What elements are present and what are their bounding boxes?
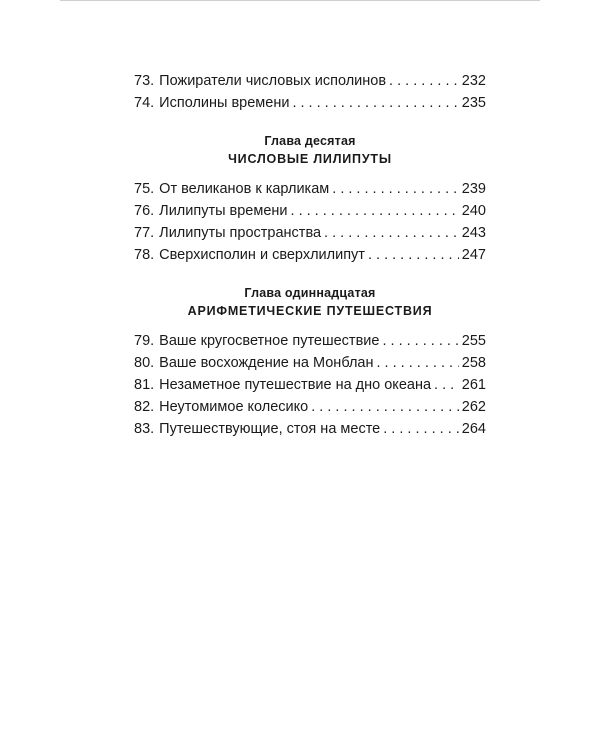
dot-leader — [332, 178, 459, 200]
toc-entry-number: 79. — [134, 333, 155, 349]
dot-leader — [292, 92, 458, 114]
chapter-name: ЧИСЛОВЫЕ ЛИЛИПУТЫ — [228, 152, 392, 166]
chapter-label: Глава одиннадцатая — [244, 286, 376, 300]
toc-entry-83[interactable] — [134, 418, 486, 440]
toc-entry-title: Сверхисполин и сверхлилипут — [159, 247, 365, 263]
toc-entry-78[interactable] — [134, 244, 486, 266]
toc-entry-title: Ваше восхождение на Монблан — [159, 355, 374, 371]
table-of-contents — [134, 70, 486, 440]
toc-entry-title: Пожиратели числовых исполинов — [159, 73, 387, 89]
toc-entry-number: 80. — [134, 355, 155, 371]
chapter-name: АРИФМЕТИЧЕСКИЕ ПУТЕШЕСТВИЯ — [187, 304, 433, 318]
toc-entry-page: 235 — [461, 95, 486, 111]
toc-entry-page: 247 — [461, 247, 486, 263]
toc-entry-page: 255 — [461, 333, 486, 349]
toc-entry-number: 75. — [134, 181, 155, 197]
chapter-heading-10 — [134, 132, 486, 168]
toc-entry-number: 76. — [134, 203, 155, 219]
dot-leader — [389, 70, 459, 92]
chapter-heading-11 — [134, 284, 486, 320]
toc-entry-title: Незаметное путешествие на дно океана — [159, 377, 432, 393]
toc-entry-73[interactable] — [134, 70, 486, 92]
toc-entry-number: 77. — [134, 225, 155, 241]
toc-entry-title: Исполины времени — [159, 95, 290, 111]
dot-leader — [383, 418, 459, 440]
toc-entry-74[interactable] — [134, 92, 486, 114]
toc-entry-number: 81. — [134, 377, 155, 393]
toc-entry-number: 78. — [134, 247, 155, 263]
toc-entry-81[interactable] — [134, 374, 486, 396]
dot-leader — [368, 244, 459, 266]
toc-entry-number: 73. — [134, 73, 155, 89]
toc-entry-page: 264 — [461, 421, 486, 437]
toc-entry-82[interactable] — [134, 396, 486, 418]
toc-entry-page: 258 — [461, 355, 486, 371]
toc-entry-title: Ваше кругосветное путешествие — [159, 333, 380, 349]
dot-leader — [382, 330, 458, 352]
dot-leader — [324, 222, 459, 244]
toc-entry-number: 74. — [134, 95, 155, 111]
dot-leader — [291, 200, 459, 222]
toc-entry-number: 82. — [134, 399, 155, 415]
toc-entry-title: От великанов к карликам — [159, 181, 330, 197]
toc-entry-page: 239 — [461, 181, 486, 197]
toc-entry-75[interactable] — [134, 178, 486, 200]
toc-entry-title: Лилипуты времени — [159, 203, 288, 219]
toc-entry-title: Неутомимое колесико — [159, 399, 309, 415]
toc-entry-page: 243 — [461, 225, 486, 241]
toc-entry-page: 240 — [461, 203, 486, 219]
toc-entry-77[interactable] — [134, 222, 486, 244]
toc-entry-80[interactable] — [134, 352, 486, 374]
toc-entry-title: Путешествующие, стоя на месте — [159, 421, 381, 437]
dot-leader — [377, 352, 459, 374]
page-top-rule — [60, 0, 540, 1]
toc-entry-76[interactable] — [134, 200, 486, 222]
chapter-label: Глава десятая — [264, 134, 356, 148]
toc-entry-page: 261 — [461, 377, 486, 393]
toc-entry-page: 262 — [461, 399, 486, 415]
toc-entry-79[interactable] — [134, 330, 486, 352]
dot-leader — [434, 374, 459, 396]
toc-entry-number: 83. — [134, 421, 155, 437]
toc-entry-title: Лилипуты пространства — [159, 225, 322, 241]
toc-entry-page: 232 — [461, 73, 486, 89]
dot-leader — [311, 396, 459, 418]
